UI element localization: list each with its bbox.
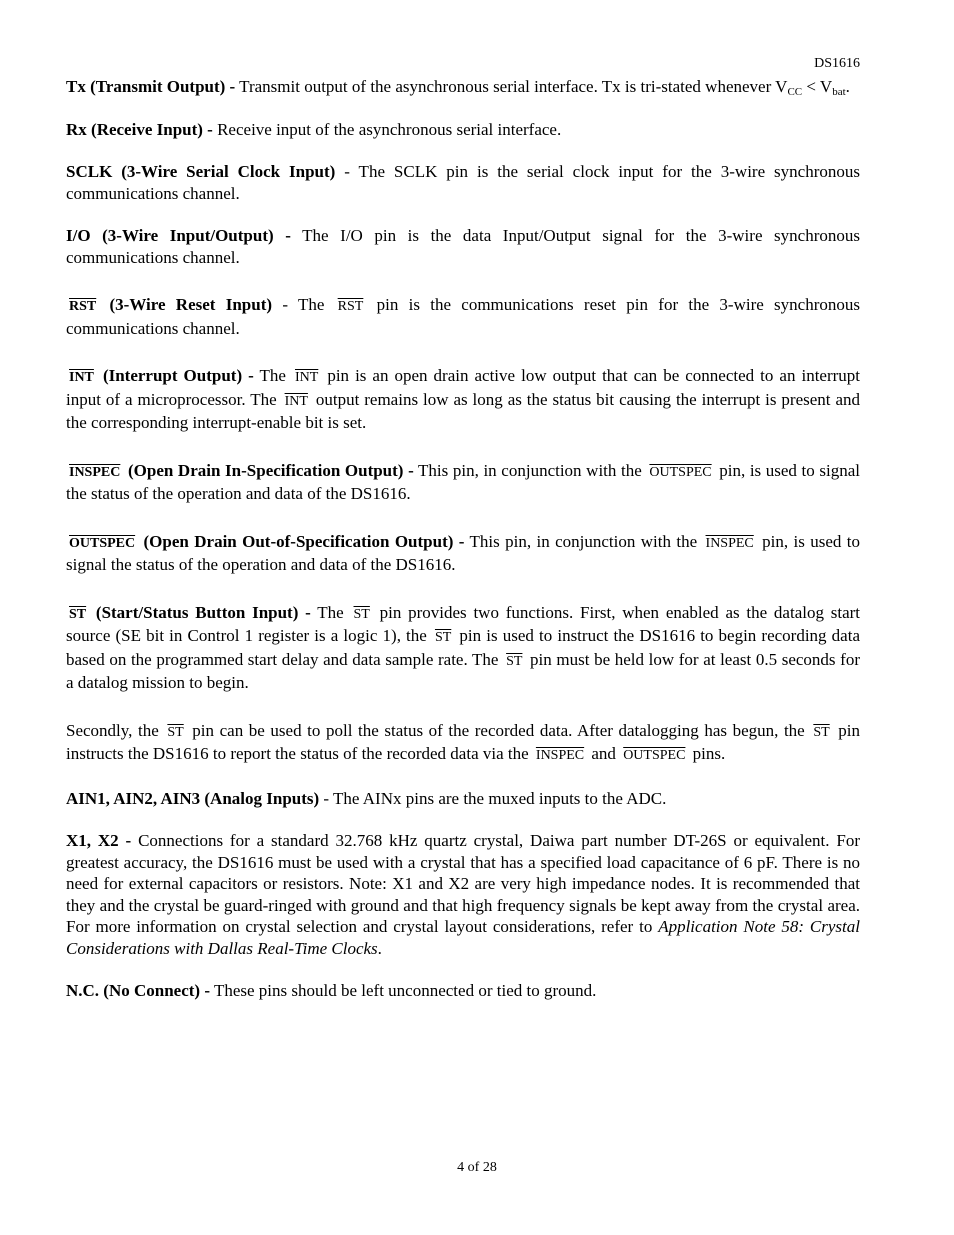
title-tx: Tx (Transmit Output) - <box>66 77 236 96</box>
title-sclk: SCLK (3-Wire Serial Clock Input) <box>66 162 336 181</box>
para-tx: Tx (Transmit Output) - Transmit output of the asynchronous serial interface. Tx is tri-stated whenever $V_{CC} < V_{bat}$. <box>66 77 850 98</box>
signal-st: $\overline{ST}$ <box>353 606 370 622</box>
title-int: (Interrupt Output) - <box>102 366 254 385</box>
signal-outspec: OUTSPEC <box>649 464 712 480</box>
title-rx: Rx (Receive Input) - <box>66 119 213 139</box>
signal-st: $\overline{ST}$ <box>69 606 87 622</box>
signal-int: $\overline{INT}$ <box>284 393 308 409</box>
app-note-reference: Application Note 58: Crystal Considerations with Dallas Real-Time Clocks <box>66 917 860 958</box>
signal-inspec: INSPEC <box>535 748 585 763</box>
title-rst: (3-Wire Reset Input) <box>109 295 273 314</box>
title-st: (Start/Status Button Input) - <box>95 602 311 622</box>
signal-int: $\overline{INT}$ <box>294 370 319 385</box>
para-st: $\overline{ST}$ (Start/Status Button Input) - The $\overline{ST}$ pin provides two functions. First, when enabled as the datalog start source (SE bit in Control 1 register is a logic 1), the $\overline{ST}$ pin is used to instruct the DS1616 to begin recording data based on the programmed start delay and data sample rate. The $\overline{ST}$ pin must be held low for at least 0.5 seconds for a datalog mission to begin. <box>66 602 861 692</box>
title-ain: AIN1, AIN2, AIN3 (Analog Inputs) <box>66 788 320 808</box>
signal-inspec: INSPEC <box>69 464 121 480</box>
para-sclk: SCLK (3-Wire Serial Clock Input) - The SCLK pin is the serial clock input for the 3-wire synchronous communications channel. <box>66 162 860 203</box>
para-secondly: Secondly, the $\overline{ST}$ pin can be used to poll the status of the recorded data. After datalogging has begun, the $\overline{ST}$ pin instructs the DS1616 to report the status of the recorded data via the INSPEC and OUTSPEC pins. <box>66 720 860 763</box>
signal-rst: $\overline{RST}$ <box>69 299 97 314</box>
signal-rst: $\overline{RST}$ <box>337 299 364 314</box>
signal-outspec: OUTSPEC <box>69 535 136 551</box>
signal-inspec: INSPEC <box>705 535 754 551</box>
signal-int: $\overline{INT}$ <box>69 370 94 385</box>
para-inspec: INSPEC (Open Drain In-Specification Output) - This pin, in conjunction with the OUTSPEC pin, is used to signal the status of the operation and data of the DS1616. <box>66 460 860 503</box>
title-x1x2: X1, X2 - <box>66 831 132 850</box>
para-io: I/O (3-Wire Input/Output) - The I/O pin is the data Input/Output signal for the 3-wire synchronous communications channel. <box>66 226 860 267</box>
signal-outspec: OUTSPEC <box>623 748 686 763</box>
pin-descriptions <box>66 76 860 1023</box>
signal-st: $\overline{ST}$ <box>813 724 830 740</box>
title-outspec: (Open Drain Out-of-Specification Output) - <box>143 531 465 551</box>
title-nc: N.C. (No Connect) - <box>66 981 211 1000</box>
para-ain: AIN1, AIN2, AIN3 (Analog Inputs) - The AINx pins are the muxed inputs to the ADC. <box>66 788 667 808</box>
title-io: I/O (3-Wire Input/Output) - <box>66 226 291 245</box>
footer-page-number: 4 of 28 <box>457 1160 497 1175</box>
para-int: $\overline{INT}$ (Interrupt Output) - The $\overline{INT}$ pin is an open drain active low output that can be connected to an interrupt input of a microprocessor. The $\overline{INT}$ output remains low as long as the status bit causing the interrupt is present and the corresponding interrupt-enable bit is set. <box>66 366 861 432</box>
title-inspec: (Open Drain In-Specification Output) - <box>127 460 414 480</box>
para-rx: Rx (Receive Input) - Receive input of the asynchronous serial interface. <box>66 119 562 139</box>
signal-st: $\overline{ST}$ <box>167 724 184 740</box>
para-rst: $\overline{RST}$ (3-Wire Reset Input) - The $\overline{RST}$ pin is the communications reset pin for the 3-wire synchronous communications channel. <box>66 295 860 338</box>
signal-st: $\overline{ST}$ <box>506 653 523 669</box>
para-nc: N.C. (No Connect) - These pins should be left unconnected or tied to ground. <box>66 981 597 1000</box>
header-doc-id: DS1616 <box>814 56 860 71</box>
signal-st: $\overline{ST}$ <box>434 630 452 645</box>
para-x1x2: X1, X2 - Connections for a standard 32.768 kHz quartz crystal, Daiwa part number DT-26S or equivalent. For greatest accuracy, the DS1616 must be used with a crystal that has a specified load capacitance of 6 pF. There is no need for external capacitors or resistors. Note: X1 and X2 are very high impedance nodes. It is recommended that they and the crystal be guard-ringed with ground and that high frequency signals be kept away from the crystal area. For more information on crystal selection and crystal layout considerations, refer to Application Note 58: Crystal Considerations with Dallas Real-Time Clocks. <box>66 831 861 958</box>
para-outspec: OUTSPEC (Open Drain Out-of-Specification Output) - This pin, in conjunction with the INSPEC pin, is used to signal the status of the operation and data of the DS1616. <box>66 531 861 574</box>
